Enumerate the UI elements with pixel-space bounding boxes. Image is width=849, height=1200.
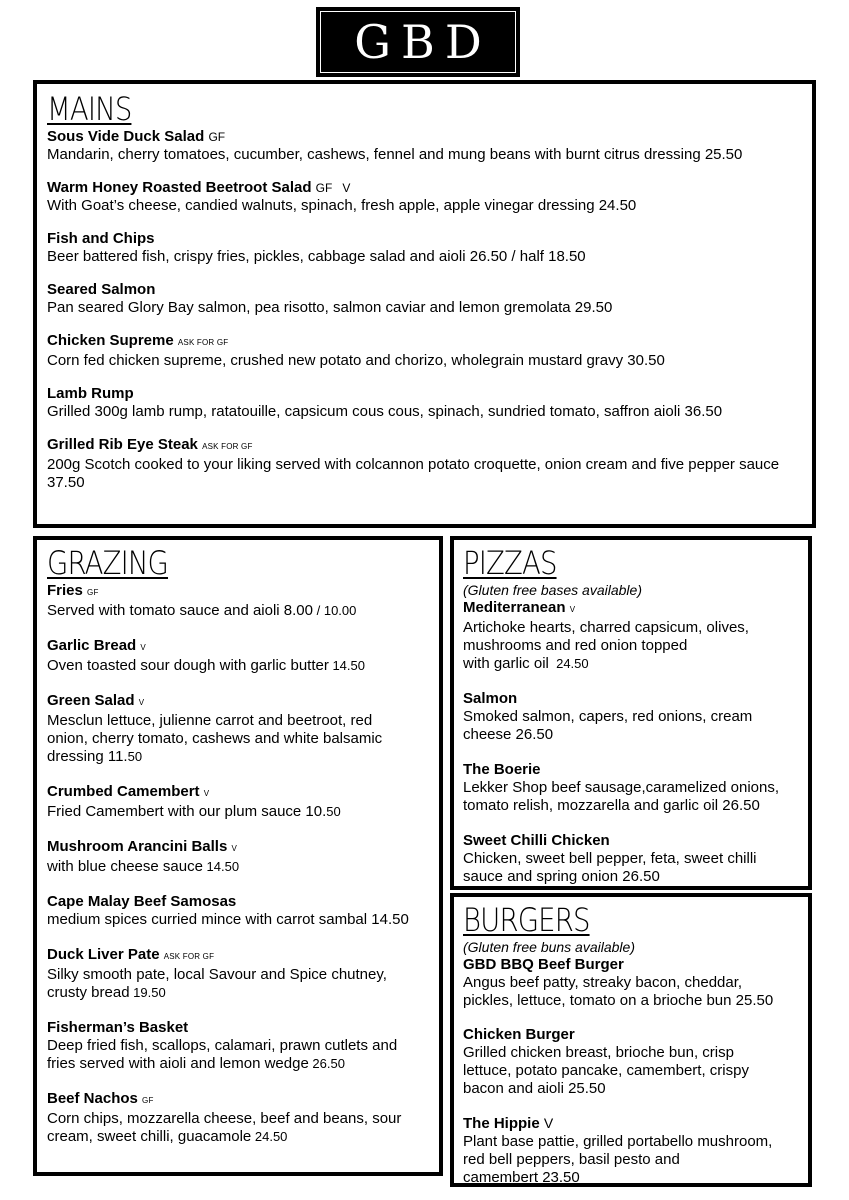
item-description: Mesclun lettuce, julienne carrot and beetroot, red onion, cherry tomato, cashews and white balsamic dressing 11.	[47, 712, 383, 765]
item-description: Corn chips, mozzarella cheese, beef and beans, sour cream, sweet chilli, guacamole	[47, 1110, 402, 1145]
item-description: With Goat’s cheese, candied walnuts, spinach, fresh apple, apple vinegar dressing 24.50	[47, 197, 637, 214]
item-description: Fried Camembert with our plum sauce 10.	[47, 803, 327, 820]
item-description: Mandarin, cherry tomatoes, cucumber, cashews, fennel and mung beans with burnt citrus dressing 25.50	[47, 146, 743, 163]
gluten-free-note: (Gluten free buns available)	[463, 939, 635, 955]
menu-item	[47, 1019, 429, 1073]
item-description-line: red bell peppers, basil pesto and	[463, 1151, 680, 1168]
item-name: Crumbed Camembert	[47, 783, 200, 800]
diet-tag: V	[569, 605, 576, 614]
item-description-line: tomato relish, mozzarella and garlic oil 26.50	[463, 797, 760, 814]
item-description: Corn fed chicken supreme, crushed new potato and chorizo, wholegrain mustard gravy 30.50	[47, 352, 665, 369]
diet-tag: V	[138, 698, 145, 707]
item-name: Duck Liver Pate	[47, 946, 160, 963]
logo-frame	[320, 11, 516, 73]
item-description: Served with tomato sauce and aioli 8.00	[47, 602, 313, 619]
item-price: 14.50	[202, 859, 240, 874]
item-description-line: camembert 23.50	[463, 1169, 580, 1186]
item-name: Cape Malay Beef Samosas	[47, 893, 237, 910]
item-name: Mediterranean	[463, 599, 566, 616]
item-description-line: sauce and spring onion 26.50	[463, 868, 660, 885]
item-description: Deep fried fish, scallops, calamari, prawn cutlets and fries served with aioli and lemon wedge	[47, 1037, 398, 1072]
menu-item	[47, 179, 802, 215]
item-description-line: mushrooms and red onion topped	[463, 637, 688, 654]
item-description-line: pickles, lettuce, tomato on a brioche bun 25.50	[463, 992, 774, 1009]
item-price: 19.50	[129, 985, 166, 1000]
diet-tag: GF	[142, 1096, 154, 1105]
item-price: 24.50	[548, 656, 589, 671]
item-name: Seared Salmon	[47, 281, 156, 298]
diet-tag: GF V	[315, 181, 351, 195]
item-price: 50	[326, 804, 341, 819]
grazing-section	[33, 536, 443, 1176]
diet-tag: GF	[87, 588, 99, 597]
diet-tag: GF	[208, 130, 226, 144]
item-name: Garlic Bread	[47, 637, 137, 654]
burgers-section	[450, 893, 812, 1187]
item-name: Mushroom Arancini Balls	[47, 838, 228, 855]
item-description: Beer battered fish, crispy fries, pickles, cabbage salad and aioli 26.50 / half 18.50	[47, 248, 586, 265]
diet-tag: ASK FOR GF	[177, 338, 229, 347]
menu-item	[47, 893, 429, 929]
item-name: Beef Nachos	[47, 1090, 138, 1107]
item-description-line: Lekker Shop beef sausage,caramelized onions,	[463, 779, 780, 796]
menu-item	[47, 783, 429, 821]
item-description-line: Artichoke hearts, charred capsicum, olives,	[463, 619, 749, 636]
menu-item	[47, 637, 429, 675]
item-name: Fries	[47, 582, 83, 599]
item-price: 26.50	[308, 1056, 345, 1071]
item-name: GBD BBQ Beef Burger	[463, 956, 624, 973]
item-description: Silky smooth pate, local Savour and Spice chutney, crusty bread	[47, 966, 387, 1001]
item-description: 200g Scotch cooked to your liking served with colcannon potato croquette, onion cream and five pepper sauce 37.50	[47, 456, 780, 491]
item-price: 14.50	[328, 658, 365, 673]
item-name: Green Salad	[47, 692, 135, 709]
menu-item	[47, 946, 429, 1002]
grazing-title: GRAZING	[47, 544, 169, 582]
item-description-line: Smoked salmon, capers, red onions, cream	[463, 708, 753, 725]
item-description-line: Plant base pattie, grilled portabello mushroom,	[463, 1133, 773, 1150]
logo	[316, 7, 520, 77]
diet-tag: ASK FOR GF	[163, 952, 215, 961]
burgers-title: BURGERS	[463, 901, 590, 939]
item-name: The Boerie	[463, 761, 541, 778]
menu-item	[463, 690, 799, 744]
item-description: with blue cheese sauce	[47, 858, 203, 875]
diet-tag: V	[140, 643, 146, 652]
item-name: Salmon	[463, 690, 518, 707]
item-name: Warm Honey Roasted Beetroot Salad	[47, 179, 312, 196]
pizzas-section	[450, 536, 812, 890]
diet-tag: V	[203, 789, 210, 798]
menu-item	[47, 128, 802, 164]
item-description-line: cheese 26.50	[463, 726, 554, 743]
item-description: Oven toasted sour dough with garlic butter	[47, 657, 329, 674]
item-name: Sous Vide Duck Salad	[47, 128, 205, 145]
gluten-free-note: (Gluten free bases available)	[463, 582, 642, 598]
menu-item	[463, 599, 799, 673]
item-price: 24.50	[251, 1129, 288, 1144]
menu-item	[47, 385, 802, 421]
item-name: Grilled Rib Eye Steak	[47, 436, 198, 453]
menu-item	[463, 832, 799, 886]
item-name: The Hippie	[463, 1115, 540, 1132]
menu-item	[47, 332, 802, 370]
item-name: Fish and Chips	[47, 230, 155, 247]
menu-item	[47, 436, 802, 492]
item-name: Fisherman’s Basket	[47, 1019, 189, 1036]
item-price: 50	[127, 749, 143, 764]
menu-item	[463, 761, 799, 815]
menu-item	[463, 956, 799, 1010]
mains-section	[33, 80, 816, 528]
menu-item	[47, 838, 429, 876]
item-description-line: Chicken, sweet bell pepper, feta, sweet chilli	[463, 850, 757, 867]
menu-item	[463, 1026, 799, 1098]
diet-tag: ASK FOR GF	[202, 442, 253, 451]
menu-item	[47, 1090, 429, 1146]
item-description-line: Grilled chicken breast, brioche bun, crisp	[463, 1044, 734, 1061]
item-name: Lamb Rump	[47, 385, 134, 402]
item-description-line: lettuce, potato pancake, camembert, crispy	[463, 1062, 749, 1079]
item-name: Chicken Burger	[463, 1026, 575, 1043]
menu-item	[47, 582, 429, 620]
menu-item	[463, 1114, 799, 1187]
item-description: Pan seared Glory Bay salmon, pea risotto, salmon caviar and lemon gremolata 29.50	[47, 299, 613, 316]
menu-item	[47, 281, 802, 317]
item-name: Sweet Chilli Chicken	[463, 832, 610, 849]
mains-title: MAINS	[47, 90, 132, 128]
item-description: Grilled 300g lamb rump, ratatouille, capsicum cous cous, spinach, sundried tomato, saffron aioli 36.50	[47, 403, 723, 420]
diet-tag: V	[231, 844, 238, 853]
item-description-line: Angus beef patty, streaky bacon, cheddar,	[463, 974, 743, 991]
logo-text: GBD	[354, 15, 492, 69]
item-description: medium spices curried mince with carrot sambal 14.50	[47, 911, 409, 928]
item-description-line: with garlic oil	[463, 655, 549, 672]
menu-item	[47, 230, 802, 266]
diet-tag: V	[543, 1115, 554, 1131]
item-description-line: bacon and aioli 25.50	[463, 1080, 606, 1097]
pizzas-title: PIZZAS	[463, 544, 557, 582]
menu-item	[47, 692, 429, 766]
item-price: / 10.00	[313, 603, 357, 618]
item-name: Chicken Supreme	[47, 332, 174, 349]
